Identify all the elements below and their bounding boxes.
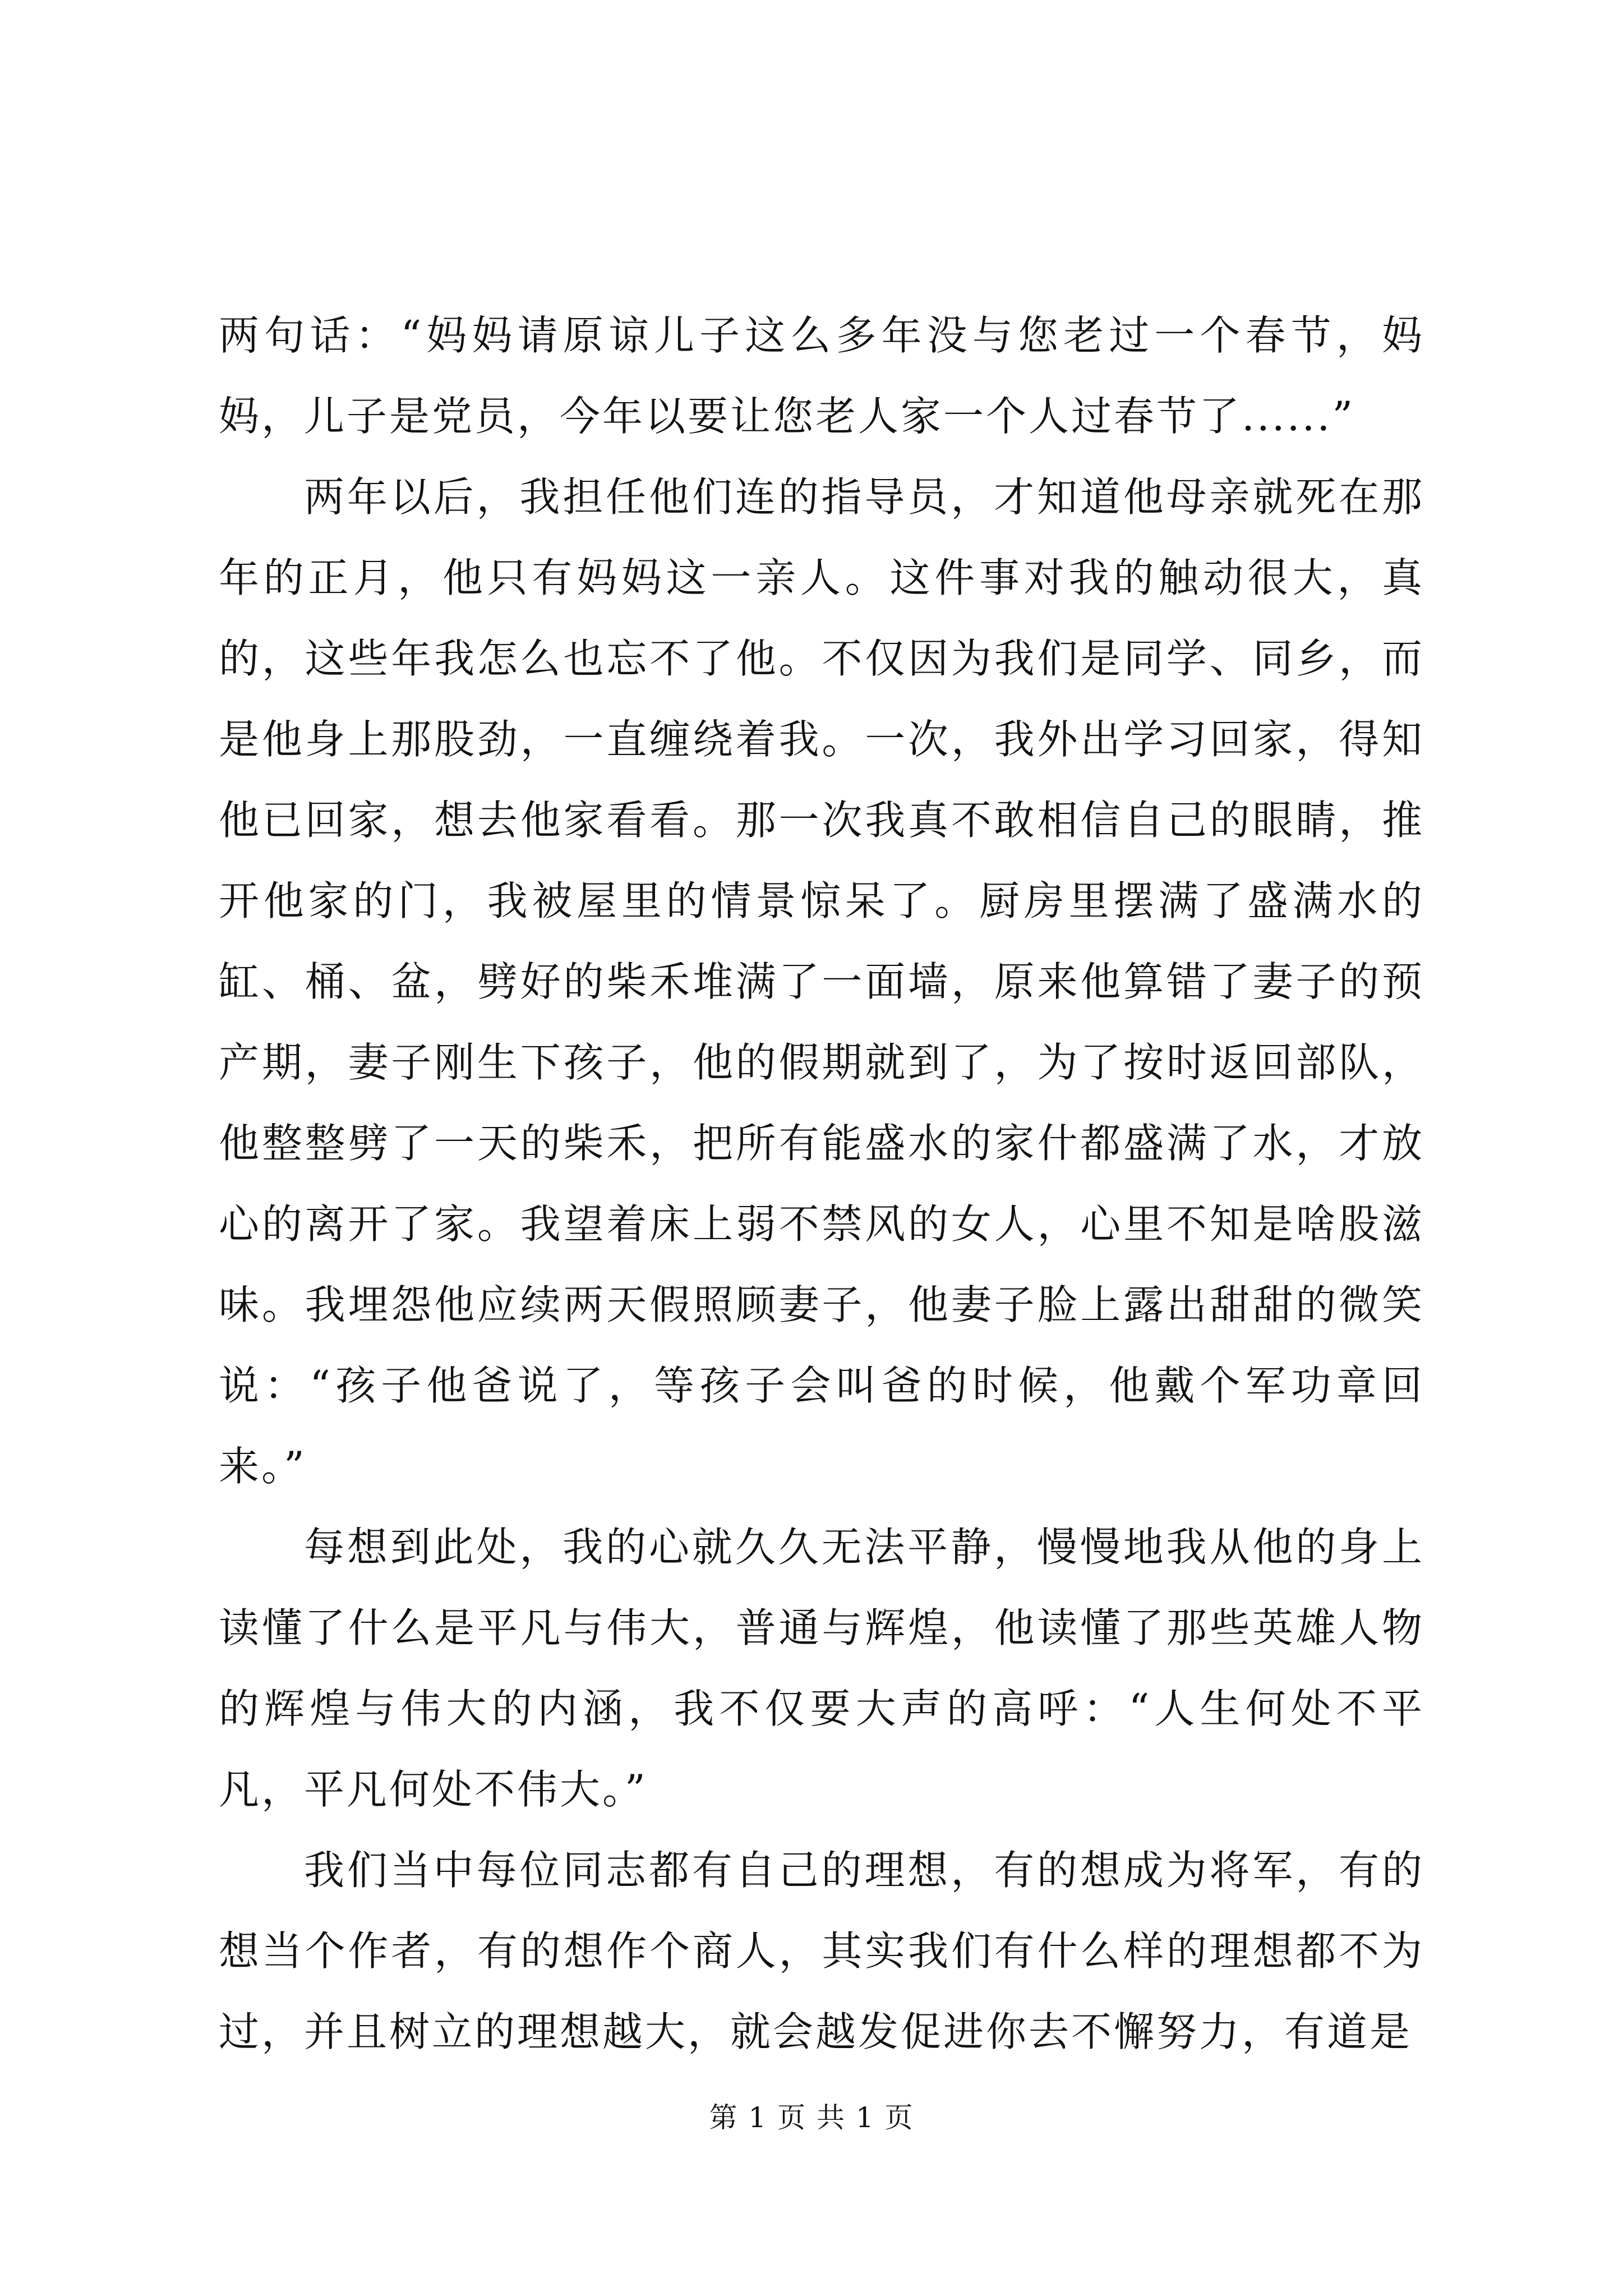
paragraph-3: 每想到此处，我的心就久久无法平静，慢慢地我从他的身上读懂了什么是平凡与伟大，普通与辉煌，他读懂了那些英雄人物的辉煌与伟大的内涵，我不仅要大声的高呼：“人生何处不平凡，平凡何处不伟大。”	[219, 1524, 1424, 1813]
paragraph-2: 两年以后，我担任他们连的指导员，才知道他母亲就死在那年的正月，他只有妈妈这一亲人。这件事对我的触动很大，真的，这些年我怎么也忘不了他。不仅因为我们是同学、同乡，而是他身上那股劲，一直缠绕着我。一次，我外出学习回家，得知他已回家，想去他家看看。那一次我真不敢相信自己的眼睛，推开他家的门，我被屋里的情景惊呆了。厨房里摆满了盛满水的缸、桶、盆，劈好的柴禾堆满了一面墙，原来他算错了妻子的预产期，妻子刚生下孩子，他的假期就到了，为了按时返回部队，他整整劈了一天的柴禾，把所有能盛水的家什都盛满了水，才放心的离开了家。我望着床上弱不禁风的女人，心里不知是啥股滋味。我埋怨他应续两天假照顾妻子，他妻子脸上露出甜甜的微笑说：“孩子他爸说了，等孩子会叫爸的时候，他戴个军功章回来。”	[219, 473, 1424, 1490]
document-body	[219, 295, 1424, 2072]
paragraph-1: 两句话：“妈妈请原谅儿子这么多年没与您老过一个春节，妈妈，儿子是党员，今年以要让您老人家一个人过春节了......”	[219, 312, 1424, 440]
paragraph-4: 我们当中每位同志都有自己的理想，有的想成为将军，有的想当个作者，有的想作个商人，其实我们有什么样的理想都不为过，并且树立的理想越大，就会越发促进你去不懈努力，有道是	[219, 1847, 1424, 2055]
page-footer: 第 1 页 共 1 页	[709, 2101, 914, 2134]
